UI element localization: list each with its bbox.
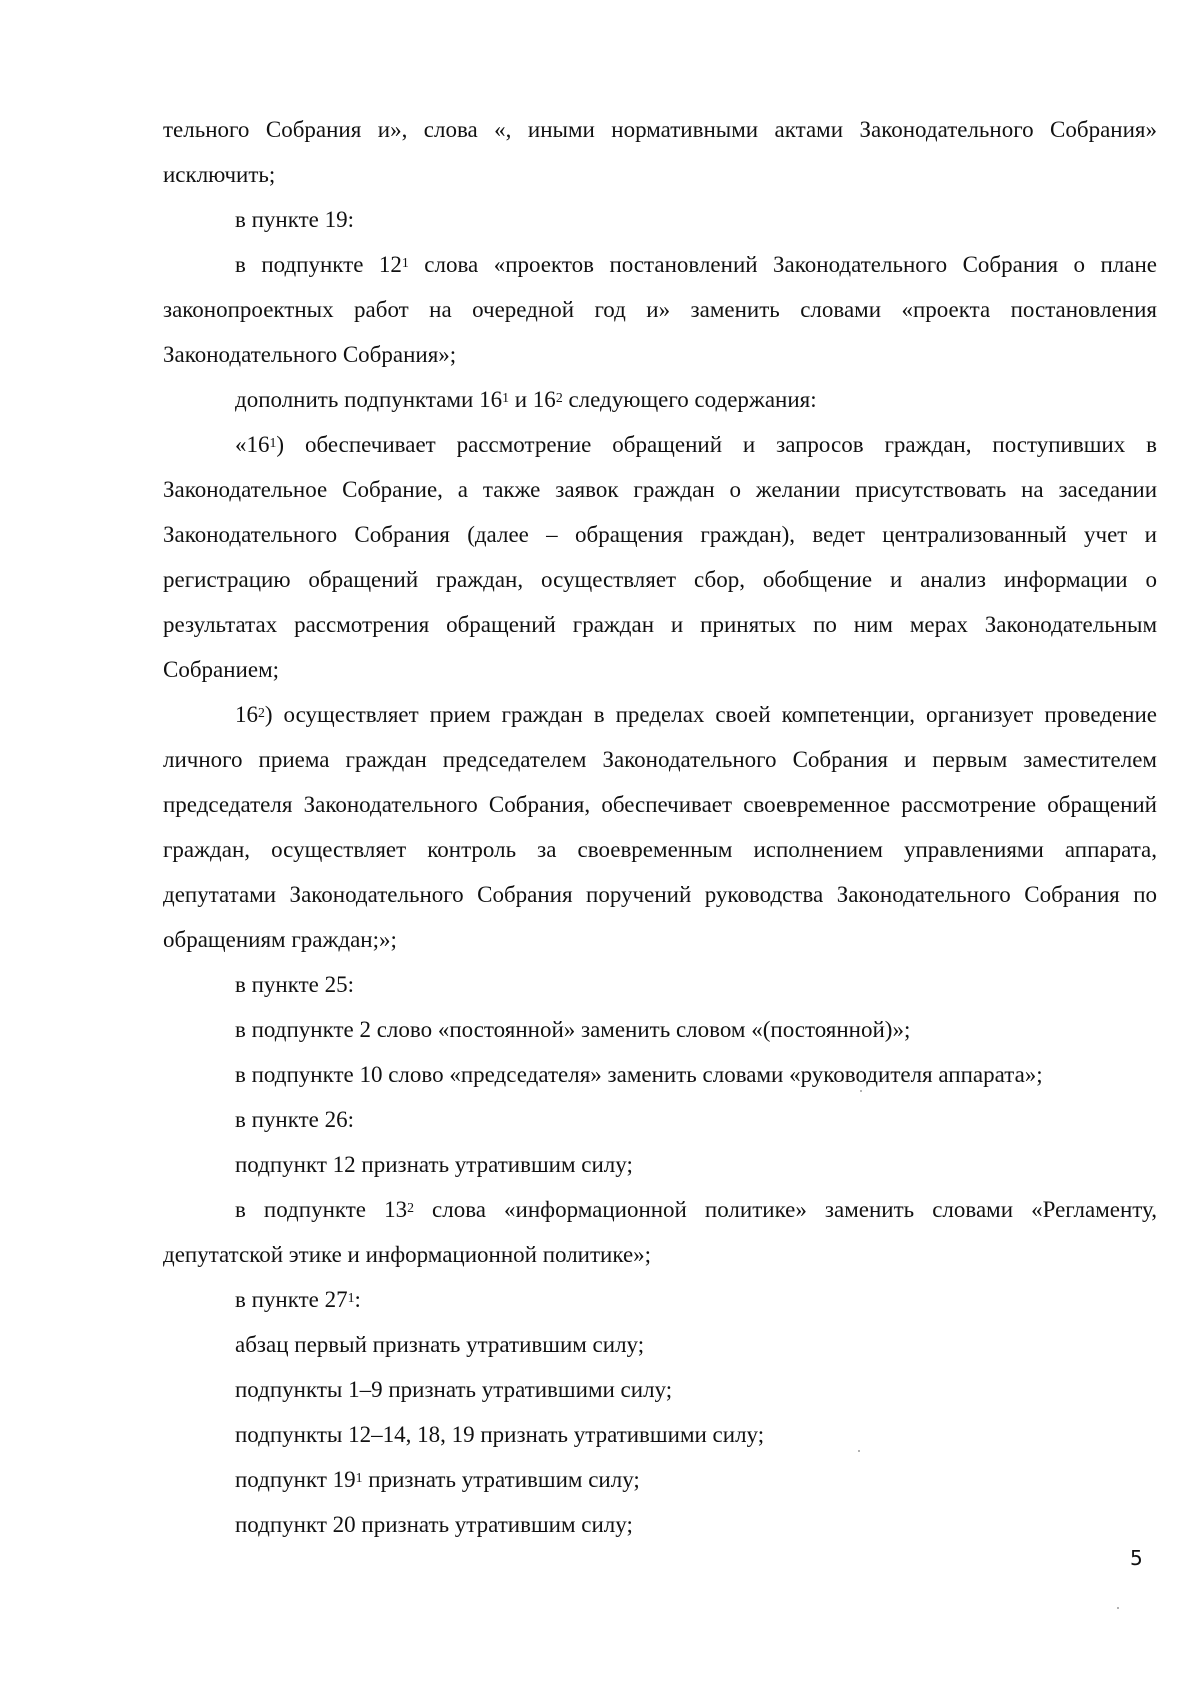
paragraph <box>163 1367 1157 1412</box>
paragraph-text: дополнить подпунктами 16 <box>235 387 503 412</box>
paragraph <box>163 1007 1157 1052</box>
paragraph <box>163 1322 1157 1367</box>
paragraph-text: в пункте 25: <box>235 972 354 997</box>
superscript-index: 1 <box>401 255 409 271</box>
paragraph <box>163 242 1157 377</box>
paragraph <box>163 1097 1157 1142</box>
page-number: 5 <box>1130 1546 1143 1570</box>
paragraph-text: подпункты 1–9 признать утратившими силу; <box>235 1377 673 1402</box>
paragraph-text: и 16 <box>509 387 556 412</box>
scan-speck <box>860 1090 862 1092</box>
paragraph-text: ) обеспечивает рассмотрение обращений и запросов граждан, поступивших в Законодательное Собрание, а также заявок граждан о желании присутствовать на заседании Законодательного Собрания (далее – обращения граждан), ведет централизованный учет и регистрацию обращений граждан, осуществляет сбор, обобщение и анализ информации о результатах рассмотрения обращений граждан и принятых по ним мерах Законодательным Собранием; <box>163 432 1157 682</box>
paragraph-text: подпункт 12 признать утратившим силу; <box>235 1152 633 1177</box>
document-body <box>163 107 1157 1547</box>
paragraph <box>163 422 1157 692</box>
paragraph-text: в подпункте 13 <box>235 1197 408 1222</box>
paragraph-text: ) осуществляет прием граждан в пределах своей компетенции, организует проведение личного приема граждан председателем Законодательного Собрания и первым заместителем председателя Законодательного Собрания, обеспечивает своевременное рассмотрение обращений граждан, осуществляет контроль за своевременным исполнением управлениями аппарата, депутатами Законодательного Собрания поручений руководства Законодательного Собрания по обращениям граждан;»; <box>163 702 1157 952</box>
scan-speck <box>1117 1607 1119 1609</box>
paragraph-text: в подпункте 2 слово «постоянной» заменить словом «(постоянной)»; <box>235 1017 911 1042</box>
paragraph-text: 16 <box>235 702 258 727</box>
paragraph <box>163 197 1157 242</box>
paragraph-text: в пункте 27 <box>235 1287 348 1312</box>
paragraph <box>163 1187 1157 1277</box>
paragraph <box>163 107 1157 197</box>
paragraph <box>163 962 1157 1007</box>
superscript-index: 2 <box>555 390 563 406</box>
superscript-index: 1 <box>355 1470 363 1486</box>
superscript-index: 1 <box>347 1290 355 1306</box>
paragraph-text: в пункте 26: <box>235 1107 354 1132</box>
paragraph <box>163 377 1157 422</box>
paragraph-text: слова «информационной политике» заменить словами «Регламенту, депутатской этике и информационной политике»; <box>163 1197 1157 1267</box>
paragraph-text: следующего содержания: <box>562 387 817 412</box>
paragraph <box>163 1142 1157 1187</box>
superscript-index: 1 <box>269 435 277 451</box>
superscript-index: 2 <box>407 1200 414 1216</box>
paragraph-text: в пункте 19: <box>235 207 354 232</box>
paragraph-text: в подпункте 10 слово «председателя» заменить словами «руководителя аппарата»; <box>235 1062 1043 1087</box>
paragraph-text: признать утратившим силу; <box>362 1467 640 1492</box>
paragraph <box>163 1052 1157 1097</box>
paragraph-text: слова «проектов постановлений Законодательного Собрания о плане законопроектных работ на очередной год и» заменить словами «проекта постановления Законодательного Собрания»; <box>163 252 1157 367</box>
paragraph-text: «16 <box>235 432 270 457</box>
paragraph <box>163 1502 1157 1547</box>
paragraph-text: подпункт 19 <box>235 1467 356 1492</box>
paragraph <box>163 1412 1157 1457</box>
paragraph <box>163 1277 1157 1322</box>
paragraph-text: : <box>354 1287 361 1312</box>
paragraph-text: тельного Собрания и», слова «, иными нормативными актами Законодательного Собрания» исключить; <box>163 117 1157 187</box>
paragraph-text: абзац первый признать утратившим силу; <box>235 1332 645 1357</box>
scan-speck <box>858 1450 860 1452</box>
superscript-index: 1 <box>502 390 509 406</box>
paragraph-text: подпункты 12–14, 18, 19 признать утратившими силу; <box>235 1422 765 1447</box>
paragraph <box>163 1457 1157 1502</box>
paragraph-text: в подпункте 12 <box>235 252 402 277</box>
superscript-index: 2 <box>258 705 265 721</box>
paragraph <box>163 692 1157 962</box>
paragraph-text: подпункт 20 признать утратившим силу; <box>235 1512 633 1537</box>
